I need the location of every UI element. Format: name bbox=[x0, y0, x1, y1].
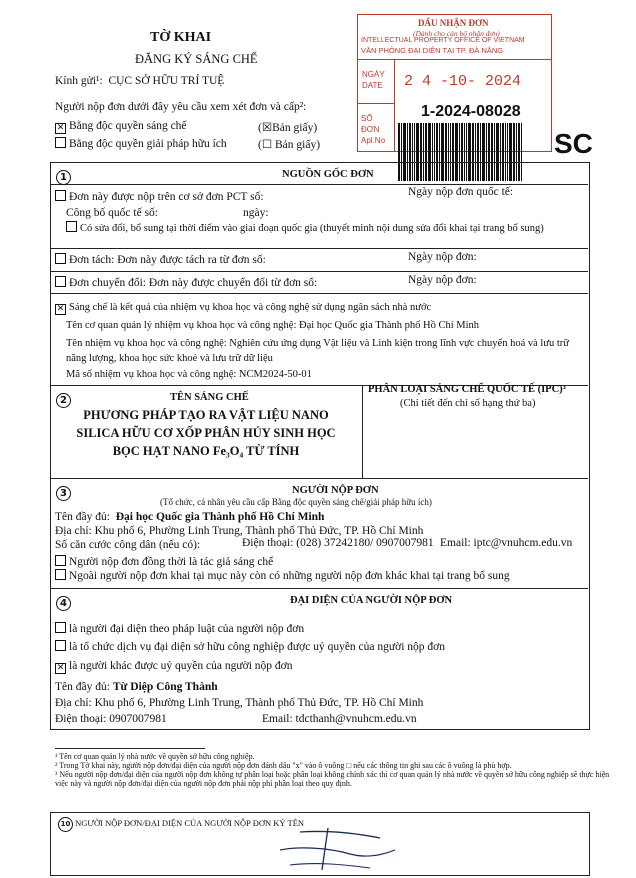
checkbox-icon[interactable] bbox=[66, 221, 77, 232]
recipient: Kính gửi¹: CỤC SỞ HỮU TRÍ TUỆ bbox=[55, 75, 225, 87]
rep-email: Email: tdcthanh@vnuhcm.edu.vn bbox=[262, 713, 417, 725]
stamp-divider-2 bbox=[358, 103, 394, 104]
also-author-option[interactable]: Người nộp đơn đồng thời là tác giả sáng chế bbox=[55, 555, 273, 568]
stamp-divider-v bbox=[394, 59, 395, 151]
task-name: Tên nhiệm vụ khoa học và công nghệ: Nghiên cứu ứng dụng Vật liệu và Linh kiện trong lĩnh vực chuyển hoá và lưu trữ năng lượng, khoa học sức khoẻ và lưu trữ dữ liệu bbox=[66, 338, 569, 364]
s1-divider-1 bbox=[50, 248, 588, 249]
option-invention-paper[interactable]: (☒Bản giấy) bbox=[258, 122, 318, 134]
applicant-email: Email: iptc@vnuhcm.edu.vn bbox=[440, 537, 573, 549]
s3-top-line bbox=[50, 478, 588, 479]
stamp-divider bbox=[358, 59, 551, 60]
s4-top-line bbox=[50, 588, 588, 589]
section-1-number: 1 bbox=[56, 167, 71, 185]
checkbox-icon[interactable] bbox=[55, 555, 66, 566]
handwritten-signature bbox=[270, 820, 410, 875]
stamp-org-en: INTELLECTUAL PROPERTY OFFICE OF VIETNAM bbox=[361, 37, 525, 44]
section-4-title: ĐẠI DIỆN CỦA NGƯỜI NỘP ĐƠN bbox=[290, 595, 453, 606]
split-date: Ngày nộp đơn: bbox=[408, 251, 477, 263]
checked-box-icon[interactable]: ✕ bbox=[56, 663, 65, 673]
s1-divider-2 bbox=[50, 271, 588, 272]
form-subtitle: ĐĂNG KÝ SÁNG CHẾ bbox=[135, 52, 258, 66]
checkbox-icon[interactable] bbox=[55, 276, 66, 287]
applicant-address: Địa chỉ: Khu phố 6, Phường Linh Trung, Thành phố Thủ Đức, TP. Hồ Chí Minh bbox=[55, 525, 424, 537]
request-text: Người nộp đơn dưới đây yêu cầu xem xét đơn và cấp²: bbox=[55, 101, 307, 113]
stamp-no-label: SỐ ĐƠN Apl.No bbox=[361, 114, 386, 145]
rep-address: Địa chỉ: Khu phố 6, Phường Linh Trung, Thành phố Thủ Đức, TP. Hồ Chí Minh bbox=[55, 697, 424, 709]
form-title: TỜ KHAI bbox=[150, 30, 212, 45]
convert-date: Ngày nộp đơn: bbox=[408, 274, 477, 286]
task-code: Mã số nhiệm vụ khoa học và công nghệ: NCM2024-50-01 bbox=[66, 369, 312, 380]
applicant-name: Tên đầy đủ: Đại học Quốc gia Thành phố Hồ Chí Minh bbox=[55, 511, 325, 523]
footnotes: ¹ Tên cơ quan quản lý nhà nước về quyền sở hữu công nghiệp. ² Trong Tờ khai này, người nộp đơn/đại diện của người nộp đơn đánh dấu "x" vào ô vuông □ nếu các thông tin ghi sau các ô vuông là phù hợp. ³ Nếu người nộp đơn/đại diện của người nộp đơn không tự phân loại hoặc phân loại không chính xác thì cơ quan quản lý nhà nước về quyền sở hữu công nghiệp sẽ thực hiện việc này và người nộp đơn/đại diện của người nộp đơn phải nộp phí phân loại theo quy định. bbox=[55, 752, 610, 788]
checkbox-icon[interactable] bbox=[55, 640, 66, 651]
convert-option[interactable]: Đơn chuyển đổi: Đơn này được chuyển đổi từ đơn số: bbox=[55, 276, 317, 289]
section-4-number: 4 bbox=[56, 593, 71, 611]
rep-service-option[interactable]: là tổ chức dịch vụ đại diện sở hữu công nghiệp được uỷ quyền của người nộp đơn bbox=[55, 640, 445, 653]
signature-label: 10 NGƯỜI NỘP ĐƠN/ĐẠI DIỆN CỦA NGƯỜI NỘP ĐƠN KÝ TÊN bbox=[58, 817, 304, 832]
section-2-number: 2 bbox=[56, 390, 71, 408]
stamp-heading-sub: (Dành cho cán bộ nhận đơn) bbox=[413, 29, 500, 38]
checkbox-icon[interactable] bbox=[55, 253, 66, 264]
intl-filing-date: Ngày nộp đơn quốc tế: bbox=[408, 186, 514, 198]
ipc-title: PHÂN LOẠI SÁNG CHẾ QUỐC TẾ (IPC)³ bbox=[368, 384, 566, 395]
section-3-number: 3 bbox=[56, 483, 71, 501]
intl-pub-day: ngày: bbox=[243, 207, 269, 219]
ipc-subtitle: (Chỉ tiết đến chỉ số hạng thứ ba) bbox=[400, 398, 536, 409]
pct-option[interactable]: Đơn này được nộp trên cơ sở đơn PCT số: bbox=[55, 190, 264, 203]
option-invention[interactable]: ✕ Bằng độc quyền sáng chế bbox=[56, 120, 187, 133]
rep-authorized-option[interactable]: ✕ là người khác được uỷ quyền của người nộp đơn bbox=[56, 660, 293, 673]
applicant-id: Số căn cước công dân (nếu có): bbox=[55, 539, 201, 551]
rep-name: Tên đầy đủ: Từ Diệp Công Thành bbox=[55, 681, 218, 693]
stamp-date: 2 4 -10- 2024 bbox=[404, 73, 522, 90]
checked-box-icon[interactable]: ✕ bbox=[56, 304, 65, 314]
applicant-phone: Điện thoại: (028) 37242180/ 0907007981 bbox=[242, 537, 434, 549]
s1-divider-3 bbox=[50, 293, 588, 294]
managing-agency: Tên cơ quan quản lý nhiệm vụ khoa học và công nghệ: Đại học Quốc gia Thành phố Hồ Chí Minh bbox=[66, 320, 480, 331]
option-utility[interactable]: Bằng độc quyền giải pháp hữu ích bbox=[55, 137, 227, 150]
section-3-subtitle: (Tổ chức, cá nhân yêu cầu cấp Bằng độc quyền sáng chế/giải pháp hữu ích) bbox=[160, 497, 432, 507]
s2-vertical-line bbox=[362, 385, 363, 478]
stamp-heading: DẤU NHẬN ĐƠN bbox=[418, 18, 489, 28]
checkbox-icon[interactable] bbox=[55, 622, 66, 633]
checkbox-icon[interactable] bbox=[55, 569, 66, 580]
section-1-title: NGUỒN GỐC ĐƠN bbox=[282, 169, 374, 180]
footnote-rule bbox=[55, 748, 205, 749]
section-3-title: NGƯỜI NỘP ĐƠN bbox=[292, 485, 379, 496]
intl-pub: Công bố quốc tế số: bbox=[66, 207, 158, 219]
split-option[interactable]: Đơn tách: Đơn này được tách ra từ đơn số: bbox=[55, 253, 266, 266]
type-code: SC bbox=[554, 128, 593, 159]
other-applicants-option[interactable]: Ngoài người nộp đơn khai tại mục này còn có những người nộp đơn khác khai tại trang bổ sung bbox=[55, 569, 510, 582]
stamp-date-label: NGÀY DATE bbox=[362, 70, 385, 90]
checkbox-icon[interactable] bbox=[55, 137, 66, 148]
rep-phone: Điện thoại: 0907007981 bbox=[55, 713, 167, 725]
invention-title: PHƯƠNG PHÁP TẠO RA VẬT LIỆU NANO SILICA HỮU CƠ XỐP PHÂN HỦY SINH HỌC BỌC HẠT NANO Fe₃O₄ TỪ TÍNH bbox=[76, 408, 336, 458]
option-utility-paper[interactable]: (☐ Bản giấy) bbox=[258, 139, 321, 151]
amend-option[interactable]: Có sửa đổi, bổ sung tại thời điểm vào giai đoạn quốc gia (thuyết minh nội dung sửa đổi khai tại trang bổ sung) bbox=[66, 221, 581, 235]
stamp-org-vn: VĂN PHÒNG ĐẠI DIỆN TẠI TP. ĐÀ NẴNG bbox=[361, 46, 504, 55]
s1-header-line bbox=[50, 184, 588, 185]
application-number: 1-2024-08028 bbox=[421, 103, 521, 120]
checkbox-icon[interactable] bbox=[55, 190, 66, 201]
checked-box-icon[interactable]: ✕ bbox=[56, 123, 65, 133]
research-option[interactable]: ✕ Sáng chế là kết quả của nhiệm vụ khoa học và công nghệ sử dụng ngân sách nhà nước bbox=[56, 302, 432, 314]
rep-legal-option[interactable]: là người đại diện theo pháp luật của người nộp đơn bbox=[55, 622, 304, 635]
section-2-title: TÊN SÁNG CHẾ bbox=[170, 392, 249, 403]
